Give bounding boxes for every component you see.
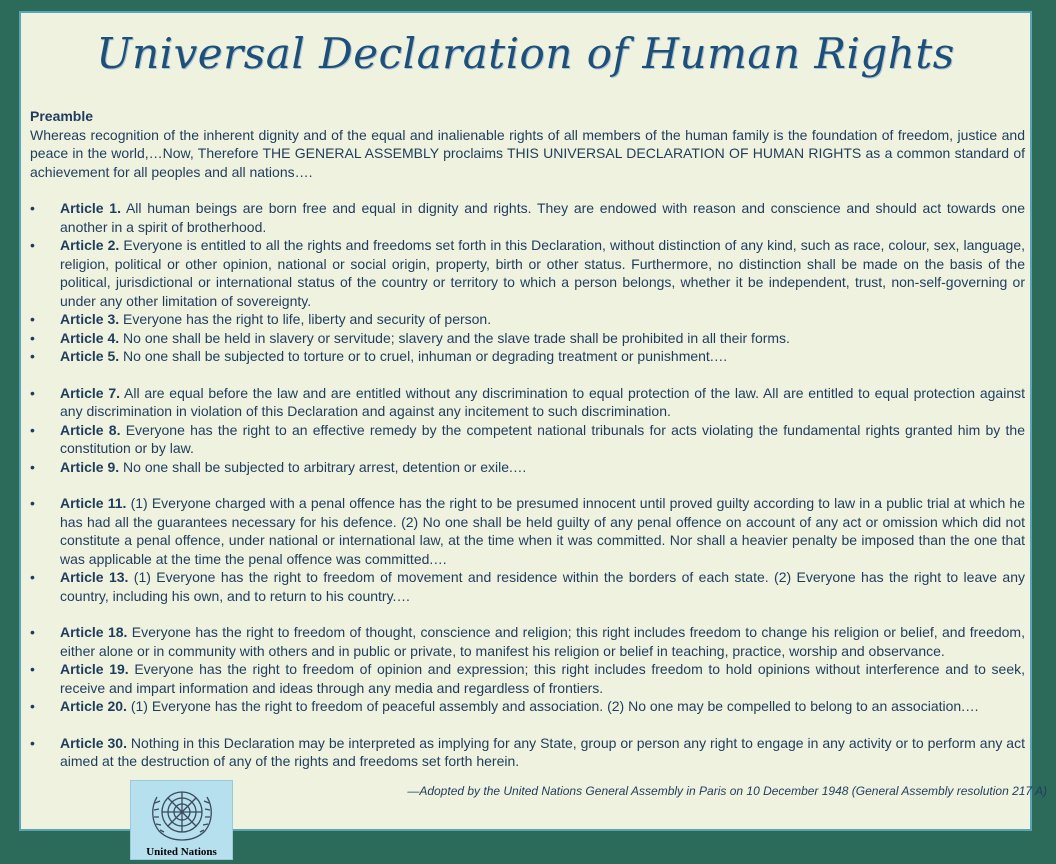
article-label: Article 13. — [60, 569, 129, 585]
bullet: • — [30, 734, 35, 751]
articles-list — [30, 199, 1025, 771]
article-label: Article 19. — [60, 661, 129, 677]
article-label: Article 30. — [60, 734, 127, 751]
article-text: Everyone is entitled to all the rights and freedoms set forth in this Declaration, without distinction of any kind, such as race, colour, sex, language, religion, political or other opinion, national or social origin, property, birth or other status. Furthermore, no distinction shall be made on the basis of the political, jurisdictional or international status of the country or territory to which a person belongs, whether it be independent, trust, non-self-governing or under any other limitation of sovereignty. — [60, 237, 1026, 309]
adoption-note: —Adopted by the United Nations General Assembly in Paris on 10 December 1948 (General Assembly resolution 217 A) — [407, 784, 1047, 798]
article-label: Article 7. — [60, 384, 121, 401]
list-item-article-7 — [30, 384, 1025, 421]
bullet: • — [30, 311, 35, 327]
bullet: • — [30, 698, 35, 714]
un-emblem-icon — [143, 783, 221, 845]
bullet: • — [30, 495, 35, 511]
list-item-article-20 — [30, 697, 1025, 716]
list-item-article-19 — [30, 660, 1025, 697]
article-label: Article 11. — [60, 495, 127, 511]
article-label: Article 8. — [60, 421, 121, 438]
bullet: • — [30, 348, 35, 364]
article-text: Everyone has the right to life, liberty and security of person. — [119, 311, 492, 327]
article-text: Nothing in this Declaration may be interpreted as implying for any State, group or person any right to engage in any activity or to perform any act aimed at the destruction of any of the rights and freedoms set forth herein. — [60, 734, 1025, 769]
list-item-article-9 — [30, 458, 1025, 477]
article-text: No one shall be held in slavery or servitude; slavery and the slave trade shall be prohibited in all their forms. — [119, 329, 790, 346]
preamble-text: Whereas recognition of the inherent dignity and of the equal and inalienable rights of all members of the human family is the foundation of freedom, justice and peace in the world,…Now, Therefore THE GENERAL ASSEMBLY proclaims THIS UNIVERSAL DECLARATION OF HUMAN RIGHTS as a common standard of achievement for all peoples and all nations…. — [30, 126, 1025, 180]
article-label: Article 5. — [60, 348, 120, 364]
list-item-article-3 — [30, 310, 1025, 329]
list-item-article-30 — [30, 734, 1025, 771]
bullet: • — [30, 329, 35, 346]
preamble-heading: Preamble — [30, 108, 94, 124]
list-item-article-5 — [30, 347, 1025, 366]
article-label: Article 2. — [60, 237, 120, 253]
bullet: • — [30, 661, 35, 677]
list-item-article-11 — [30, 494, 1025, 568]
bullet: • — [30, 384, 35, 401]
article-text: All are equal before the law and are entitled without any discrimination to equal protection of the law. All are entitled to equal protection against any discrimination in violation of this Declaration and against any incitement to such discrimination. — [60, 384, 1025, 419]
list-item-article-4 — [30, 329, 1025, 348]
article-text: No one shall be subjected to arbitrary arrest, detention or exile.… — [119, 458, 527, 475]
list-item-article-18 — [30, 623, 1025, 660]
bullet: • — [30, 624, 35, 640]
list-item-article-2 — [30, 236, 1025, 310]
article-text: (1) Everyone has the right to freedom of movement and residence within the borders of each state. (2) Everyone has the right to leave any country, including his own, and to return to his country.… — [60, 569, 1025, 604]
article-label: Article 18. — [60, 624, 128, 640]
page-title: Universal Declaration of Human Rights — [96, 29, 955, 78]
article-text: (1) Everyone has the right to freedom of peaceful assembly and association. (2) No one may be compelled to belong to an association.… — [126, 698, 980, 714]
bullet: • — [30, 237, 35, 253]
un-logo — [130, 780, 233, 860]
document-body — [30, 107, 1025, 771]
article-text: Everyone has the right to freedom of opinion and expression; this right includes freedom to hold opinions without interference and to seek, receive and impart information and ideas through any media and regardless of frontiers. — [60, 661, 1025, 696]
bullet: • — [30, 421, 35, 438]
article-label: Article 20. — [60, 698, 127, 714]
article-text: No one shall be subjected to torture or to cruel, inhuman or degrading treatment or punishment.… — [119, 348, 728, 364]
article-text: All human beings are born free and equal in dignity and rights. They are endowed with reason and conscience and should act towards one another in a spirit of brotherhood. — [60, 200, 1025, 235]
list-item-article-1 — [30, 199, 1025, 236]
bullet: • — [30, 200, 35, 216]
article-text: Everyone has the right to an effective remedy by the competent national tribunals for acts violating the fundamental rights granted him by the constitution or by law. — [60, 421, 1026, 456]
article-text: Everyone has the right to freedom of thought, conscience and religion; this right includes freedom to change his religion or belief, and freedom, either alone or in community with others and in public or private, to manifest his religion or belief in teaching, practice, worship and observance. — [60, 624, 1025, 659]
document-panel — [19, 11, 1032, 831]
article-label: Article 9. — [60, 458, 120, 475]
article-label: Article 4. — [60, 329, 120, 346]
list-item-article-13 — [30, 568, 1025, 605]
article-text: (1) Everyone charged with a penal offence has the right to be presumed innocent until proved guilty according to law in a public trial at which he has had all the guarantees necessary for his defence. (2) No one shall be held guilty of any penal offence on account of any act or omission which did not constitute a penal offence, under national or international law, at the time when it was committed. Nor shall a heavier penalty be imposed than the one that was applicable at the time the penal offence was committed.… — [60, 495, 1025, 567]
bullet: • — [30, 458, 35, 475]
list-item-article-8 — [30, 421, 1025, 458]
un-logo-label: United Nations — [146, 846, 217, 858]
article-label: Article 3. — [60, 311, 120, 327]
bullet: • — [30, 569, 35, 585]
article-label: Article 1. — [60, 200, 121, 216]
